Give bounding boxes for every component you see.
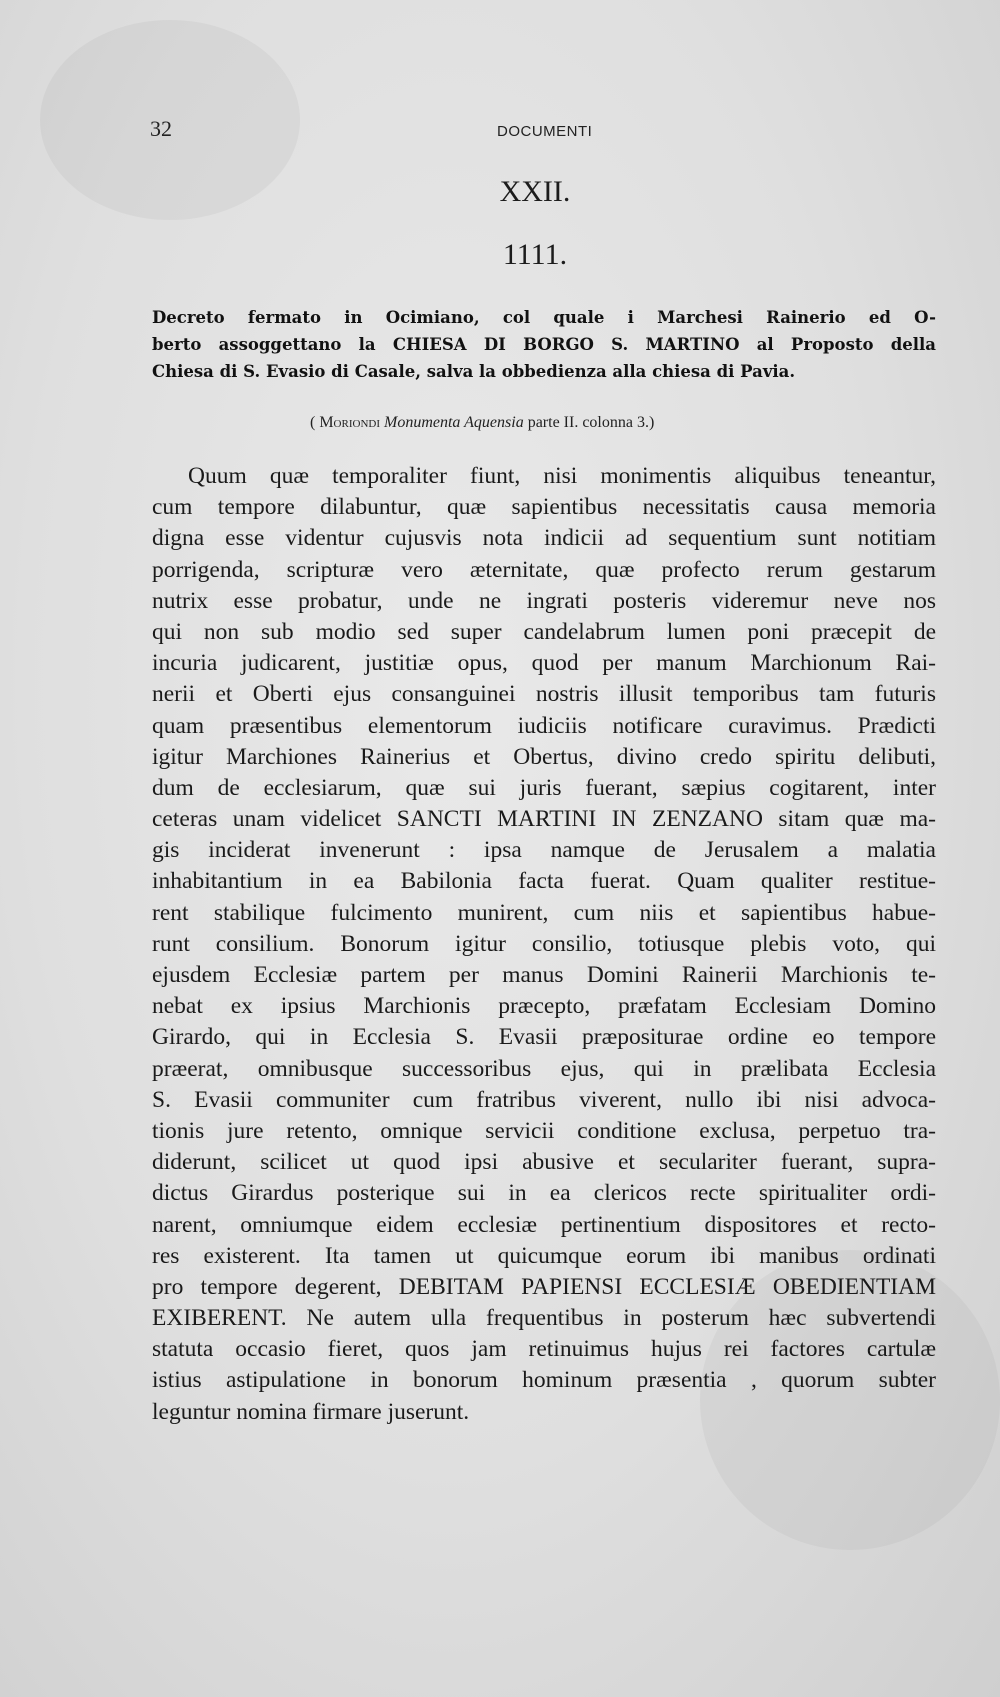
body-line: diderunt, scilicet ut quod ipsi abusive et seculariter fuerant, supra- (152, 1149, 936, 1176)
body-line: runt consilium. Bonorum igitur consilio, totiusque plebis voto, qui (152, 930, 936, 957)
body-line: statuta occasio fieret, quos jam retinuimus hujus rei factores cartulæ (152, 1336, 936, 1363)
body-line: EXIBERENT. Ne autem ulla frequentibus in posterum hæc subvertendi (152, 1305, 936, 1332)
body-line: incuria judicarent, justitiæ opus, quod per manum Marchionum Rai- (152, 650, 936, 677)
body-line: gis inciderat invenerunt : ipsa namque de Jerusalem a malatia (152, 837, 936, 864)
body-line: res existerent. Ita tamen ut quicumque eorum ibi manibus ordinati (152, 1242, 936, 1269)
body-line: tionis jure retento, omnique servicii conditione exclusa, perpetuo tra- (152, 1117, 936, 1144)
document-year: 1111. (502, 238, 568, 271)
body-line: ceteras unam videlicet SANCTI MARTINI IN ZENZANO sitam quæ ma- (152, 806, 936, 833)
body-line: nutrix esse probatur, unde ne ingrati posteris videremur neve nos (152, 587, 936, 614)
body-line: dum de ecclesiarum, quæ sui juris fuerant, sæpius cogitarent, inter (152, 774, 936, 801)
body-line: digna esse videntur cujusvis nota indicii ad sequentium sunt notitiam (152, 525, 936, 552)
body-line: dictus Girardus posterique sui in ea clericos recte spiritualiter ordi- (152, 1180, 936, 1207)
body-line: porrigenda, scripturæ vero æternitate, quæ profecto rerum gestarum (152, 556, 936, 583)
body-line: pro tempore degerent, DEBITAM PAPIENSI ECCLESIÆ OBEDIENTIAM (152, 1273, 936, 1300)
body-line: rent stabilique fulcimento munirent, cum niis et sapientibus habue- (152, 899, 936, 926)
document-summary (152, 308, 936, 389)
body-line: nebat ex ipsius Marchionis præcepto, præfatam Ecclesiam Domino (152, 993, 936, 1020)
document-body (152, 461, 936, 1428)
body-line: qui non sub modio sed super candelabrum lumen poni præcepit de (152, 618, 936, 645)
body-line: ejusdem Ecclesiæ partem per manus Domini Rainerii Marchionis te- (152, 962, 936, 988)
body-line: præerat, omnibusque successoribus ejus, qui in prælibata Ecclesia (152, 1055, 936, 1082)
source-location: parte II. colonna 3.) (527, 414, 655, 431)
body-line: leguntur nomina firmare juserunt. (152, 1398, 470, 1425)
running-title: DOCUMENTI (497, 123, 593, 140)
body-line: narent, omniumque eidem ecclesiæ pertinentium dispositores et recto- (152, 1211, 936, 1238)
body-line: cum tempore dilabuntur, quæ sapientibus necessitatis causa memoria (152, 494, 936, 521)
body-line: S. Evasii communiter cum fratribus viverent, nullo ibi nisi advoca- (152, 1086, 936, 1113)
document-number: XXII. (499, 175, 571, 208)
body-line: quam præsentibus elementorum iudiciis notificare curavimus. Prædicti (152, 712, 936, 739)
body-line: Quum quæ temporaliter fiunt, nisi monimentis aliquibus teneantur, (188, 463, 936, 489)
page-number: 32 (150, 116, 172, 141)
source-author: Moriondi (319, 414, 380, 431)
source-citation (310, 414, 654, 432)
body-line: igitur Marchiones Rainerius et Obertus, divino credo spiritu delibuti, (152, 743, 936, 770)
body-line: nerii et Oberti ejus consanguinei nostris illusit temporibus tam futuris (152, 681, 936, 708)
summary-line: berto assoggettano la CHIESA DI BORGO S. MARTINO al Proposto della (152, 335, 936, 354)
summary-line: Decreto fermato in Ocimiano, col quale i Marchesi Rainerio ed O- (152, 308, 936, 327)
body-line: inhabitantium in ea Babilonia facta fuerat. Quam qualiter restitue- (152, 868, 936, 895)
source-open-paren: ( (310, 414, 316, 431)
source-title: Monumenta Aquensia (384, 414, 524, 431)
body-line: istius astipulatione in bonorum hominum præsentia , quorum subter (152, 1367, 936, 1394)
body-line: Girardo, qui in Ecclesia S. Evasii præpositurae ordine eo tempore (152, 1024, 936, 1051)
summary-line: Chiesa di S. Evasio di Casale, salva la obbedienza alla chiesa di Pavia. (152, 362, 796, 381)
